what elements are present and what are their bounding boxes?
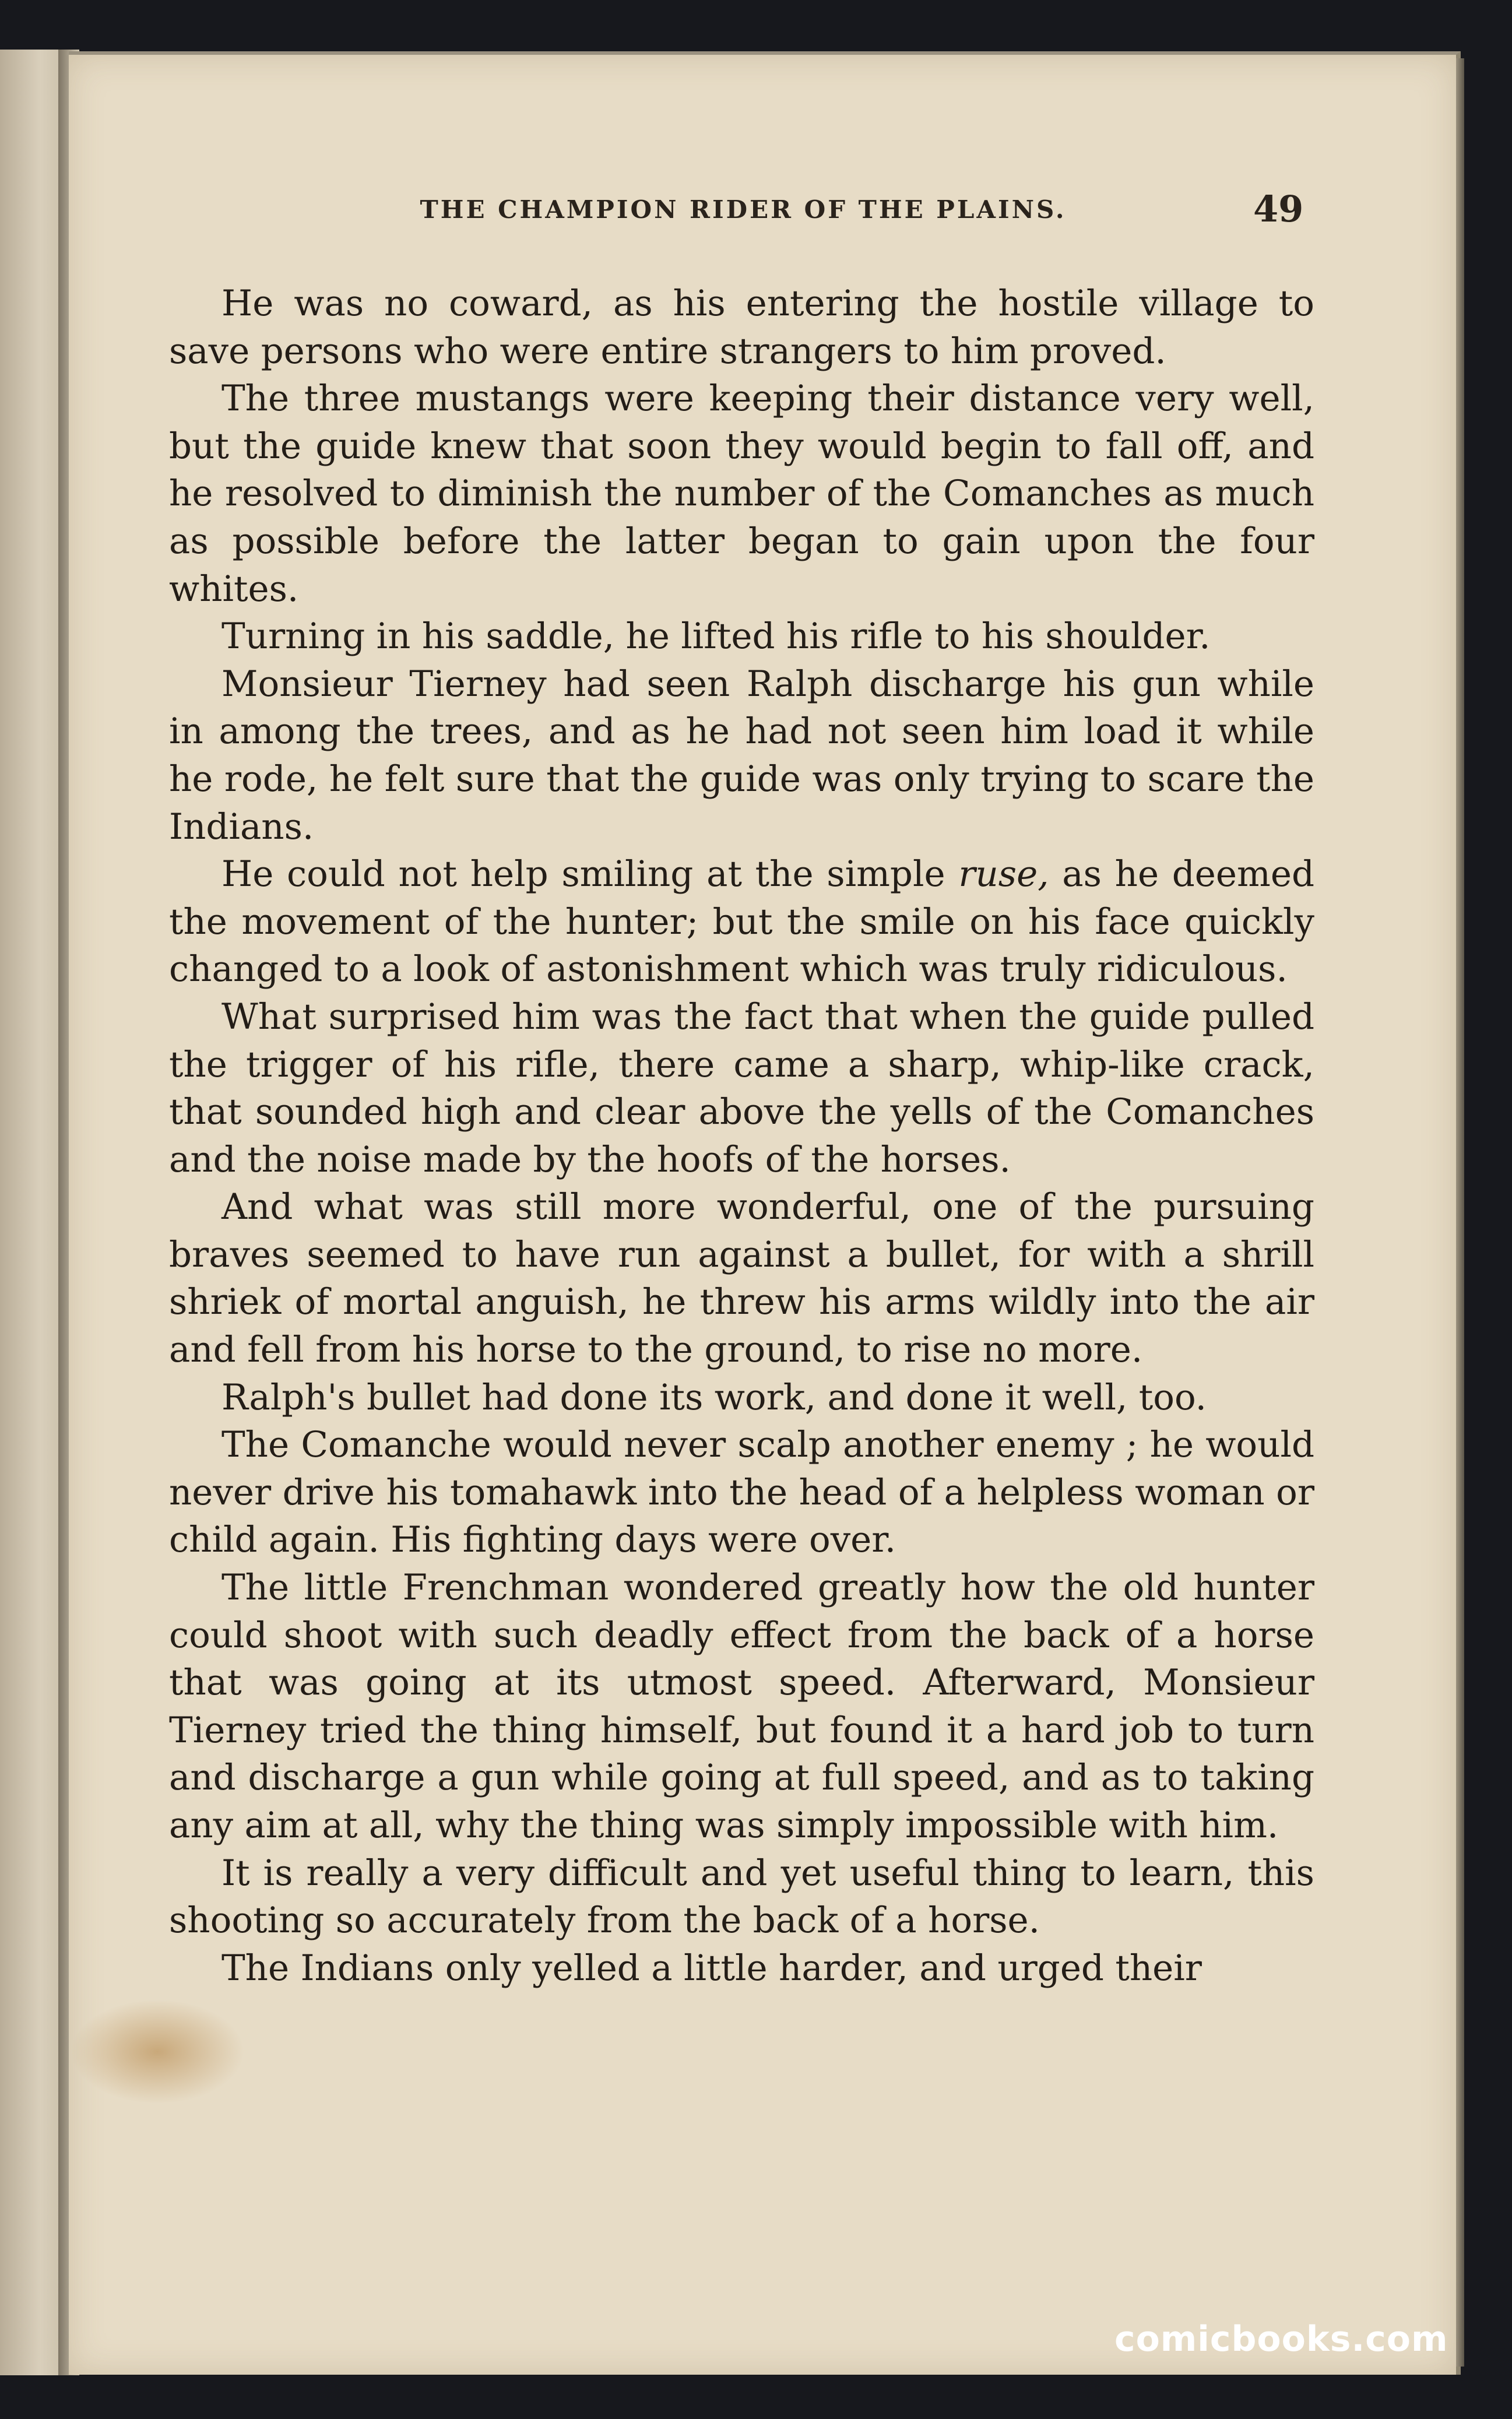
- paragraph: Monsieur Tierney had seen Ralph discharge his gun while in among the trees, and as he had not seen him load it while he rode, he felt sure that the guide was only trying to scare the Indians.: [169, 663, 1314, 848]
- body-text: [169, 280, 1314, 1992]
- paragraph: The little Frenchman wondered greatly how the old hunter could shoot with such deadly effect from the back of a horse that was going at its utmost speed. Afterward, Monsieur Tierney tried the thing himself, but found it a hard job to turn and discharge a gun while going at full speed, and as to taking any aim at all, why the thing was simply impossible with him.: [169, 1567, 1314, 1846]
- running-title: THE CHAMPION RIDER OF THE PLAINS.: [420, 195, 1067, 224]
- ruse-before: He could not help smiling at the simple: [221, 853, 959, 895]
- paragraph: The Indians only yelled a little harder, and urged their: [221, 1947, 1202, 1989]
- paragraph: He was no coward, as his entering the hostile village to save persons who were entire strangers to him proved.: [169, 283, 1314, 372]
- paragraph: What surprised him was the fact that when the guide pulled the trigger of his rifle, there came a sharp, whip-like crack, that sounded high and clear above the yells of the Comanches and the noise made by the hoofs of the horses.: [169, 996, 1314, 1180]
- ruse-italic: ruse,: [958, 853, 1049, 895]
- paragraph: And what was still more wonderful, one of the pursuing braves seemed to have run against a bullet, for with a shrill shriek of mortal anguish, he threw his arms wildly into the air and fell from his horse to the ground, to rise no more.: [169, 1186, 1314, 1371]
- page-right-edge: [1456, 58, 1464, 2367]
- paper-stain: [70, 1999, 245, 2104]
- paragraph: It is really a very difficult and yet useful thing to learn, this shooting so accurately from the back of a horse.: [169, 1852, 1314, 1942]
- ruse-after: as he deemed the movement of the hunter; but the smile on his face quickly changed to a look of astonishment which was truly ridiculous.: [169, 853, 1314, 990]
- watermark-text: comicbooks.com: [1114, 2319, 1448, 2360]
- paragraph: Turning in his saddle, he lifted his rifle to his shoulder.: [221, 616, 1211, 658]
- page-number: 49: [1253, 188, 1304, 230]
- paragraph: The Comanche would never scalp another enemy ; he would never drive his tomahawk into the head of a helpless woman or child again. His fighting days were over.: [169, 1424, 1314, 1561]
- paragraph: Ralph's bullet had done its work, and done it well, too.: [221, 1376, 1207, 1418]
- paragraph: The three mustangs were keeping their distance very well, but the guide knew that soon they would begin to fall off, and he resolved to diminish the number of the Comanches as much as possible before the latter began to gain upon the four whites.: [169, 378, 1314, 610]
- paragraph-ruse: [169, 850, 1314, 993]
- left-page-edge: [0, 50, 67, 2375]
